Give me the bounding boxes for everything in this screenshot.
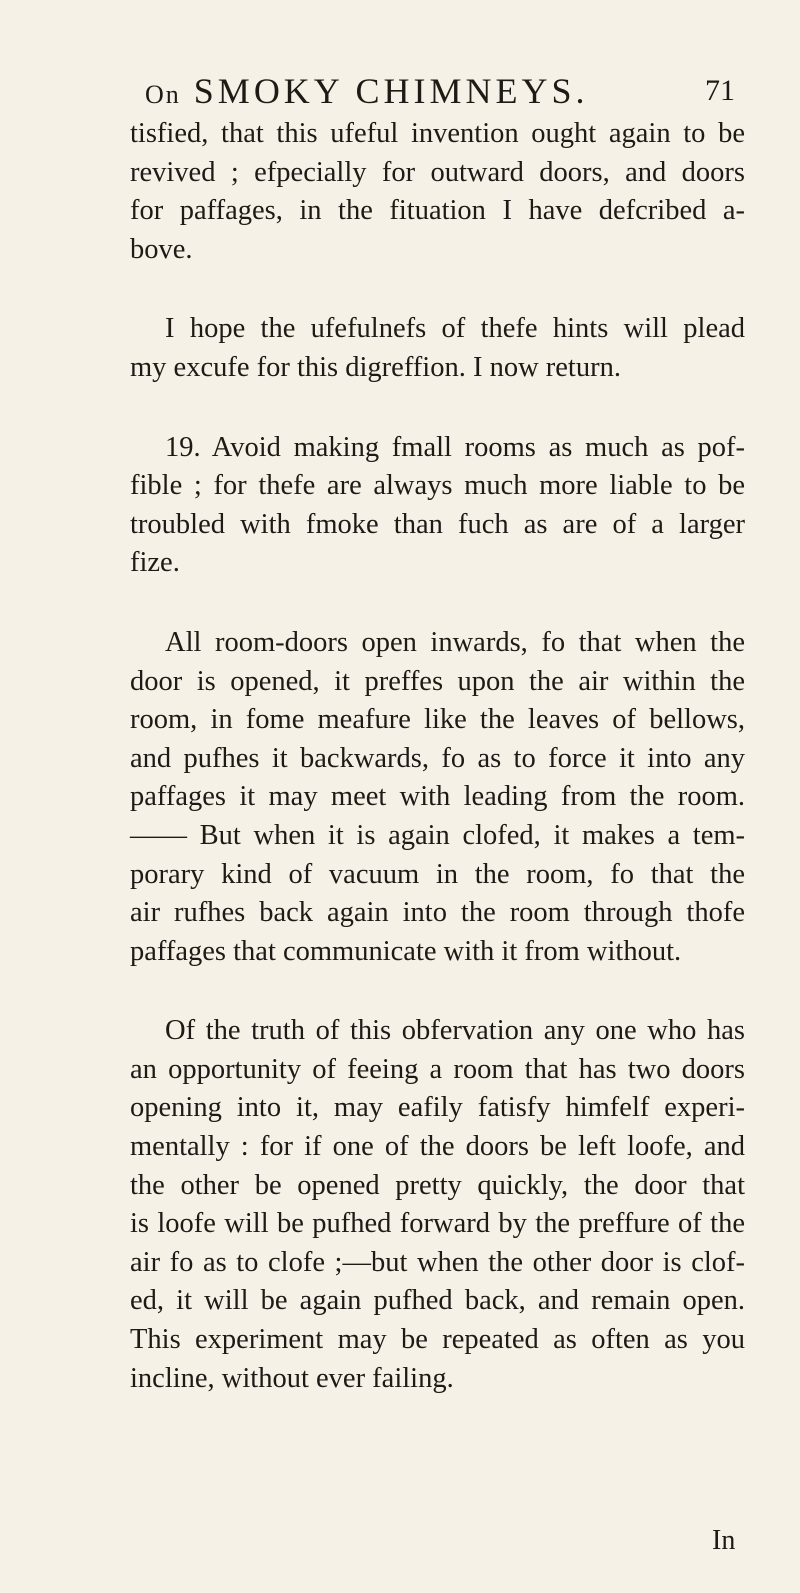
- text-line: opening into it, may eafily fatisfy himfelf experi-: [130, 1092, 745, 1124]
- text-line: fible ; for thefe are always much more liable to be: [130, 470, 745, 502]
- text-line: and pufhes it backwards, fo as to force it into any: [130, 742, 745, 774]
- paragraph: [130, 624, 745, 971]
- running-head-text: SMOKY CHIMNEYS.: [193, 71, 589, 111]
- text-line: door is opened, it preffes upon the air within the: [130, 665, 745, 697]
- text-line: tisfied, that this ufeful invention ought again to be: [130, 118, 745, 149]
- paragraph: [130, 310, 745, 387]
- text-line: for paffages, in the fituation I have defcribed a-: [130, 195, 745, 227]
- text-line: my excufe for this digreffion. I now return.: [130, 351, 621, 383]
- text-line: room, in fome meafure like the leaves of bellows,: [130, 704, 745, 736]
- text-line: fize.: [130, 547, 180, 579]
- page-number: 71: [705, 74, 735, 107]
- paragraph: [130, 1012, 745, 1398]
- body-text: [130, 115, 745, 1398]
- catchword: In: [712, 1525, 736, 1556]
- text-line: the other be opened pretty quickly, the door that: [130, 1169, 745, 1201]
- text-line: air rufhes back again into the room through thofe: [130, 897, 745, 929]
- text-line: revived ; efpecially for outward doors, and doors: [130, 156, 745, 188]
- text-line: mentally : for if one of the doors be left loofe, and: [130, 1131, 745, 1163]
- text-line: —— But when it is again clofed, it makes a tem-: [130, 819, 745, 851]
- text-line: is loofe will be pufhed forward by the preffure of the: [130, 1208, 745, 1240]
- text-line: ed, it will be again pufhed back, and remain open.: [130, 1285, 745, 1317]
- text-line: I hope the ufefulnefs of thefe hints will plead: [165, 313, 745, 345]
- running-head-title: [145, 70, 589, 112]
- text-line: 19. Avoid making fmall rooms as much as pof-: [165, 431, 745, 463]
- text-line: paffages it may meet with leading from the room.: [130, 781, 745, 813]
- text-line: paffages that communicate with it from without.: [130, 935, 682, 967]
- text-line: Of the truth of this obfervation any one who has: [165, 1015, 745, 1047]
- paragraph: [130, 115, 745, 269]
- text-line: bove.: [130, 233, 193, 265]
- text-line: troubled with fmoke than fuch as are of a larger: [130, 508, 745, 540]
- running-head-on: On: [145, 80, 181, 109]
- text-line: porary kind of vacuum in the room, fo that the: [130, 858, 745, 890]
- text-line: air fo as to clofe ;—but when the other door is clof-: [130, 1246, 745, 1278]
- paragraph: [130, 429, 745, 583]
- text-line: an opportunity of feeing a room that has two doors: [130, 1053, 745, 1085]
- text-line: All room-doors open inwards, fo that when the: [165, 626, 745, 658]
- text-line: incline, without ever failing.: [130, 1362, 454, 1394]
- text-line: This experiment may be repeated as often as you: [130, 1324, 745, 1356]
- running-header: [145, 70, 735, 120]
